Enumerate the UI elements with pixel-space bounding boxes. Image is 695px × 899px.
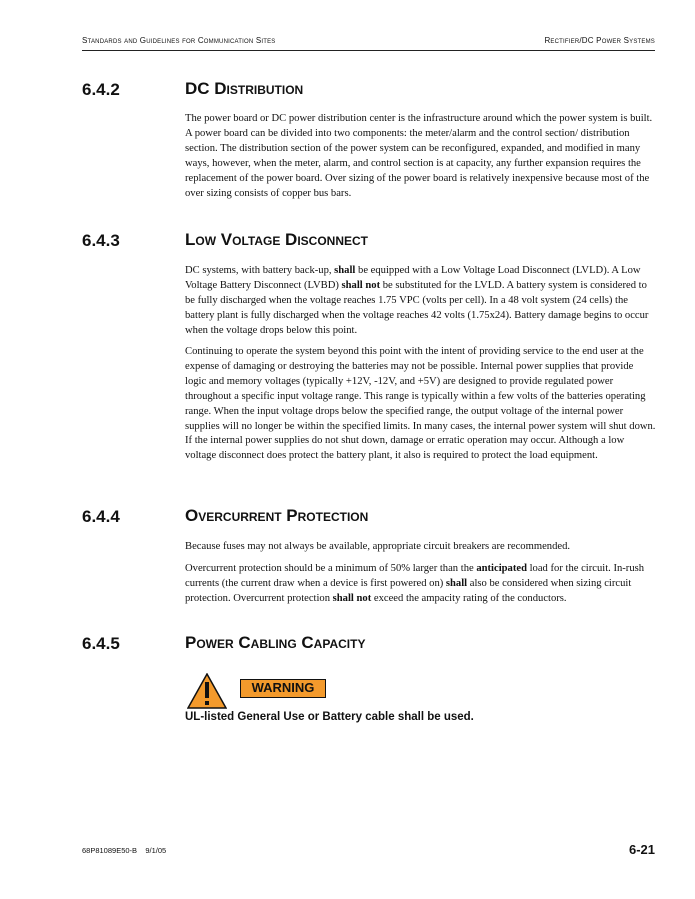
warning-label: WARNING	[240, 679, 326, 698]
section-number: 6.4.3	[82, 231, 120, 250]
paragraph: Because fuses may not always be available, appropriate circuit breakers are recommended.	[185, 541, 571, 552]
section-number: 6.4.4	[82, 507, 120, 526]
footer-doc-id: 68P81089E50-B 9/1/05	[82, 846, 167, 855]
section-number: 6.4.5	[82, 634, 120, 653]
paragraph: The power board or DC power distribution center is the infrastructure around which the power system is built. A power board can be divided into two components: the meter/alarm and the control section/ distribution section. The distribution section of the power system can be reconfigured, expanded, and modified in many ways, however, when the meter, alarm, and control section is at capacity, any further expansion requires the replacement of the power board. Over sizing of the power board is relatively inexpensive because most of the over sizing consists of copper bus bars.	[185, 113, 653, 199]
section-title: DC Distribution	[185, 79, 304, 98]
page-header	[82, 36, 655, 51]
section-title: Low Voltage Disconnect	[185, 230, 368, 249]
paragraph: Continuing to operate the system beyond this point with the intent of providing service to the end user at the expense of damaging or destroying the batteries may not be possible. Internal power supplies that provide logic and memory voltages (typically +12V, -12V, and +5V) are designed to provide regulated power throughout a specific input voltage range. This range is typically within a few volts of the batteries operating range. When the input voltage drops below the specified range, the output voltage of the internal power supplies will no longer be within the specified limits. In many cases, the internal power system will shut down. If the internal power supplies do not shut down, damage or erratic operation may occur. Although a low voltage disconnect does protect the battery plant, it also is required to protect the load equipment.	[185, 346, 656, 462]
section-number: 6.4.2	[82, 80, 120, 99]
warning-icon	[187, 673, 227, 709]
header-right: Rectifier/DC Power Systems	[544, 36, 655, 45]
section-title: Power Cabling Capacity	[185, 633, 366, 652]
header-left: Standards and Guidelines for Communication Sites	[82, 36, 276, 45]
paragraph: Overcurrent protection should be a minimum of 50% larger than the anticipated load for the circuit. In-rush currents (the current draw when a device is first powered on) shall also be considered when sizing circuit protection. Overcurrent protection shall not exceed the ampacity rating of the conductors.	[185, 563, 645, 604]
page-number: 6-21	[628, 842, 655, 857]
section-title: Overcurrent Protection	[185, 506, 369, 525]
warning-text: UL-listed General Use or Battery cable shall be used.	[185, 711, 474, 723]
paragraph: DC systems, with battery back-up, shall be equipped with a Low Voltage Load Disconnect (LVLD). A Low Voltage Battery Disconnect (LVBD) shall not be substituted for the LVLD. A battery system is considered to be fully discharged when the voltage reaches 1.75 VPC (volts per cell). In a 48 volt system (24 cells) the battery plant is fully discharged when the voltage reaches 42 volts (1.75x24). Battery damage begins to occur when the voltage drops below this point.	[185, 265, 649, 336]
